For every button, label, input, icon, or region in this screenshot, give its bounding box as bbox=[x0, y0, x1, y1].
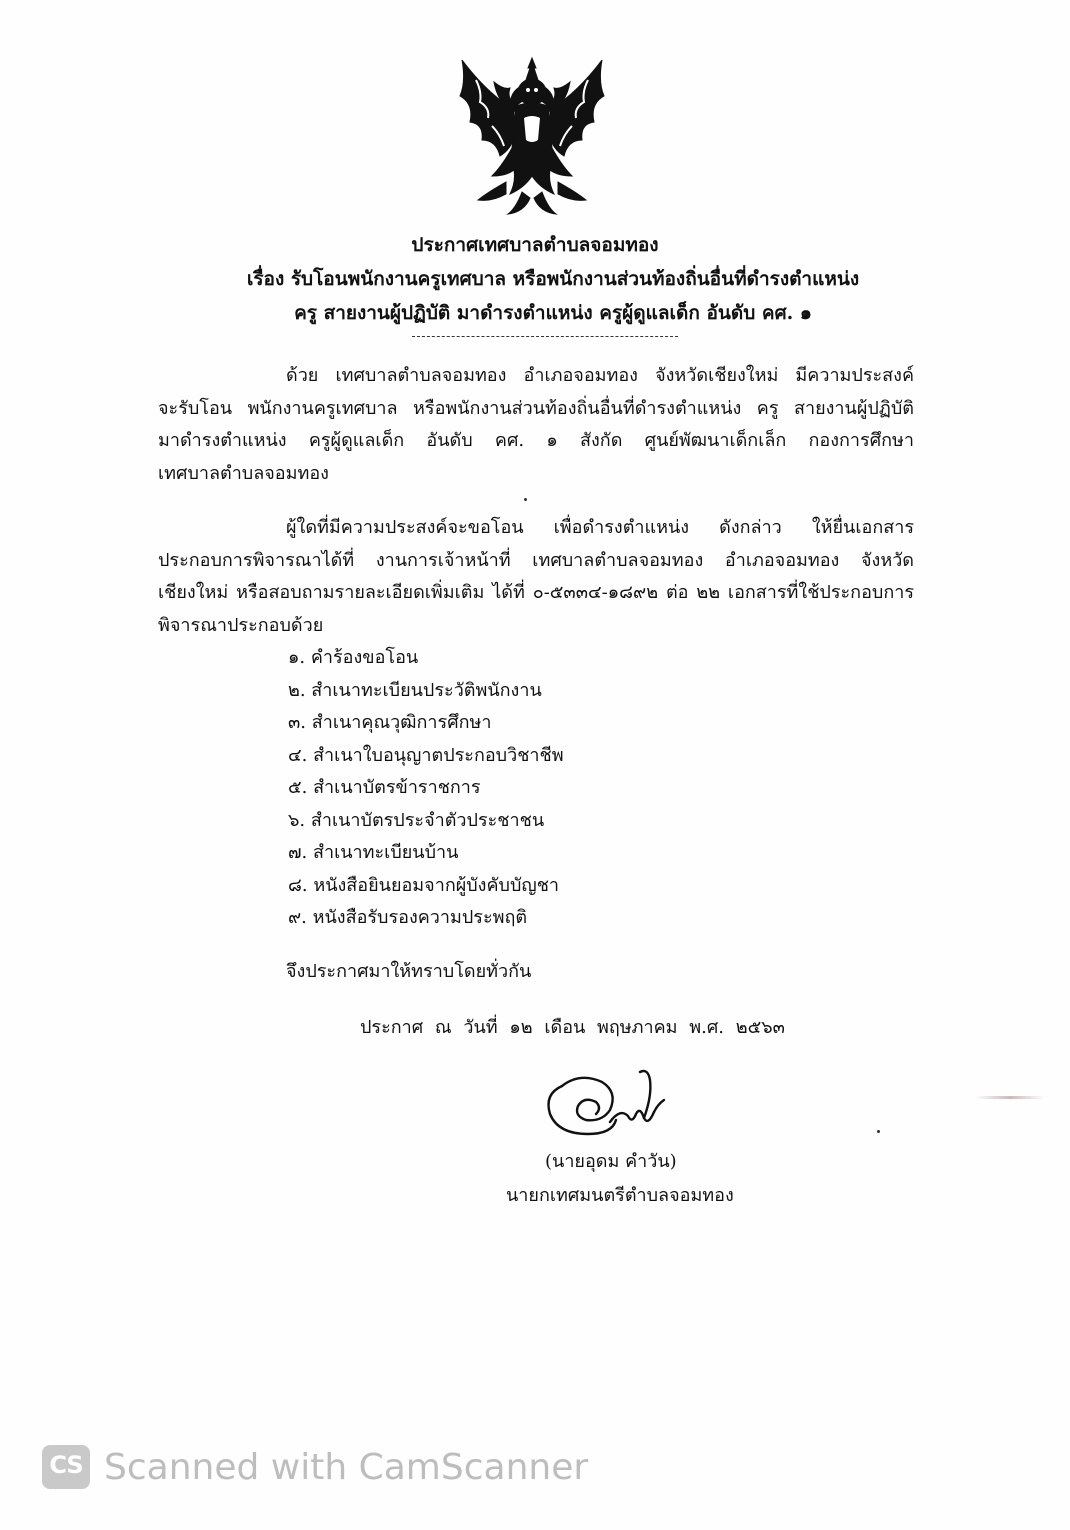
paragraph-line: เทศบาลตำบลจอมทอง bbox=[158, 462, 329, 484]
paragraph-line: เชียงใหม่ หรือสอบถามรายละเอียดเพิ่มเติม ได้ที่ ๐-๕๓๓๔-๑๘๙๒ ต่อ ๒๒ เอกสารที่ใช้ประกอบการ bbox=[158, 582, 914, 603]
paragraph-line: ด้วย เทศบาลตำบลจอมทอง อำเภอจอมทอง จังหวัดเชียงใหม่ มีความประสงค์ bbox=[286, 365, 914, 386]
announcement-title: ประกาศเทศบาลตำบลจอมทอง bbox=[411, 234, 659, 256]
handwritten-signature bbox=[540, 1060, 680, 1140]
paragraph-line: มาดำรงตำแหน่ง ครูผู้ดูแลเด็ก อันดับ คศ. ๑ สังกัด ศูนย์พัฒนาเด็กเล็ก กองการศึกษา bbox=[158, 430, 914, 451]
watermark-text: Scanned with CamScanner bbox=[104, 1446, 589, 1488]
camscanner-logo-text: CS bbox=[49, 1451, 83, 1479]
signer-position: นายกเทศมนตรีตำบลจอมทอง bbox=[506, 1185, 734, 1206]
paragraph-line: ผู้ใดที่มีความประสงค์จะขอโอน เพื่อดำรงตำแหน่ง ดังกล่าว ให้ยื่นเอกสาร bbox=[286, 517, 914, 538]
list-item: ๔. สำเนาใบอนุญาตประกอบวิชาชีพ bbox=[288, 744, 564, 766]
garuda-emblem-icon bbox=[452, 52, 612, 220]
list-item: ๓. สำเนาคุณวุฒิการศึกษา bbox=[288, 712, 492, 733]
paragraph-line: จะรับโอน พนักงานครูเทศบาล หรือพนักงานส่วนท้องถิ่นอื่นที่ดำรงตำแหน่ง ครู สายงานผู้ปฏิบัติ bbox=[158, 397, 914, 419]
subject-line-1: เรื่อง รับโอนพนักงานครูเทศบาล หรือพนักงานส่วนท้องถิ่นอื่นที่ดำรงตำแหน่ง bbox=[246, 268, 860, 290]
list-item: ๘. หนังสือยินยอมจากผู้บังคับบัญชา bbox=[288, 874, 560, 896]
list-item: ๖. สำเนาบัตรประจำตัวประชาชน bbox=[288, 809, 545, 831]
paragraph-line: ประกอบการพิจารณาได้ที่ งานการเจ้าหน้าที่ เทศบาลตำบลจอมทอง อำเภอจอมทอง จังหวัด bbox=[158, 549, 914, 571]
list-item: ๕. สำเนาบัตรข้าราชการ bbox=[288, 777, 481, 798]
camscanner-logo-icon bbox=[42, 1445, 90, 1489]
closing-statement: จึงประกาศมาให้ทราบโดยทั่วกัน bbox=[286, 961, 532, 982]
list-item: ๗. สำเนาทะเบียนบ้าน bbox=[288, 842, 459, 863]
camscanner-watermark bbox=[42, 1444, 588, 1490]
list-item: ๑. คำร้องขอโอน bbox=[288, 647, 419, 668]
scan-mark bbox=[975, 1096, 1045, 1099]
scan-speck bbox=[877, 1130, 880, 1133]
paragraph-line: พิจารณาประกอบด้วย bbox=[158, 614, 324, 636]
announcement-date: ประกาศ ณ วันที่ ๑๒ เดือน พฤษภาคม พ.ศ. ๒๕๖๓ bbox=[360, 1017, 785, 1038]
intro-paragraph bbox=[158, 360, 914, 490]
subject-line-2: ครู สายงานผู้ปฏิบัติ มาดำรงตำแหน่ง ครูผู้ดูแลเด็ก อันดับ คศ. ๑ bbox=[294, 302, 812, 324]
signer-name: (นายอุดม คำวัน) bbox=[545, 1151, 677, 1172]
list-item: ๒. สำเนาทะเบียนประวัติพนักงาน bbox=[288, 679, 542, 701]
title-separator bbox=[412, 336, 678, 337]
application-paragraph bbox=[158, 512, 914, 642]
scan-speck bbox=[524, 498, 527, 501]
required-documents-list bbox=[288, 642, 564, 935]
list-item: ๙. หนังสือรับรองความประพฤติ bbox=[288, 907, 528, 928]
